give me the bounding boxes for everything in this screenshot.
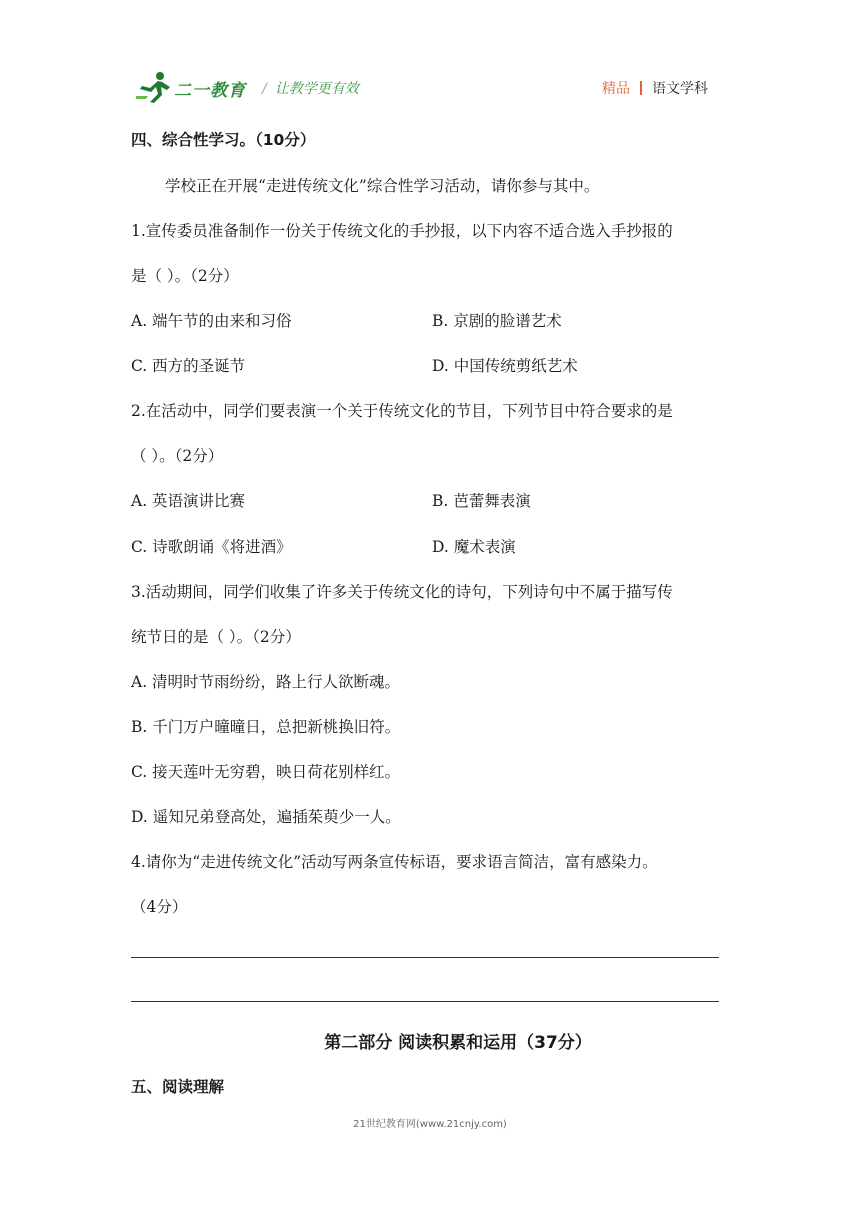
question-3-option-d: D. 遥知兄弟登高处，遍插茱萸少一人。: [131, 808, 401, 826]
question-2-option-d: D. 魔术表演: [432, 538, 516, 556]
question-1-line-1: 1.宣传委员准备制作一份关于传统文化的手抄报，以下内容不适合选入手抄报的: [131, 222, 673, 240]
question-3-option-b: B. 千门万户曈曈日，总把新桃换旧符。: [131, 718, 401, 736]
question-3-line-2: 统节日的是（ ）。（2分）: [131, 628, 301, 646]
question-3-option-c: C. 接天莲叶无穷碧，映日荷花别样红。: [131, 763, 401, 781]
header-tags: [602, 78, 708, 98]
question-4-line-2: （4分）: [131, 898, 188, 916]
section-4-title: 四、综合性学习。（10分）: [131, 131, 316, 149]
slogan: [262, 78, 359, 98]
question-2-option-b: B. 芭蕾舞表演: [432, 492, 531, 510]
question-2-line-2: （ ）。（2分）: [131, 447, 224, 465]
answer-line-2[interactable]: [131, 1001, 719, 1002]
question-4-line-1: 4.请你为“走进传统文化”活动写两条宣传标语，要求语言简洁，富有感染力。: [131, 853, 658, 871]
page-header: [134, 70, 714, 106]
runner-logo-icon: [134, 70, 174, 104]
question-3-line-1: 3.活动期间，同学们收集了许多关于传统文化的诗句，下列诗句中不属于描写传: [131, 583, 673, 601]
logo: [134, 70, 264, 104]
section-5-title: 五、阅读理解: [131, 1078, 225, 1096]
answer-line-1[interactable]: [131, 957, 719, 958]
question-1-option-d: D. 中国传统剪纸艺术: [432, 357, 578, 375]
question-2-line-1: 2.在活动中，同学们要表演一个关于传统文化的节目，下列节目中符合要求的是: [131, 402, 673, 420]
question-1-option-b: B. 京剧的脸谱艺术: [432, 312, 562, 330]
tag-divider: [640, 81, 642, 95]
slogan-text: 让教学更有效: [274, 81, 359, 97]
slogan-slash: /: [262, 81, 267, 97]
question-2-option-a: A. 英语演讲比赛: [131, 492, 246, 510]
question-2-option-c: C. 诗歌朗诵《将进酒》: [131, 538, 292, 556]
part-2-title: 第二部分 阅读积累和运用（37分）: [324, 1033, 592, 1053]
question-1-option-c: C. 西方的圣诞节: [131, 357, 246, 375]
quality-tag: 精品: [602, 81, 630, 97]
subject-tag: 语文学科: [652, 81, 708, 97]
question-1-option-a: A. 端午节的由来和习俗: [131, 312, 292, 330]
question-3-option-a: A. 清明时节雨纷纷，路上行人欲断魂。: [131, 673, 401, 691]
page-footer: 21世纪教育网(www.21cnjy.com): [353, 1119, 507, 1130]
question-1-line-2: 是（ ）。（2分）: [131, 267, 239, 285]
logo-text: 二一教育: [174, 81, 246, 101]
section-4-intro: 学校正在开展“走进传统文化”综合性学习活动，请你参与其中。: [165, 177, 600, 195]
